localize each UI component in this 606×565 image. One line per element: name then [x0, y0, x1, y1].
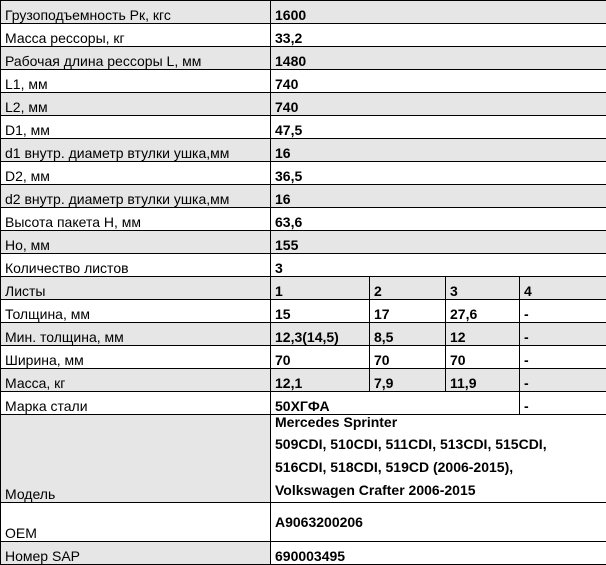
- cell: -: [520, 369, 606, 392]
- row-label: d2 внутр. диаметр втулки ушка,мм: [1, 185, 271, 208]
- table-row: [1, 162, 606, 185]
- table-row: [1, 369, 606, 392]
- model-line: 516CDI, 518CDI, 519CD (2006-2015),: [275, 456, 606, 479]
- leaf-col-4: 4: [520, 277, 606, 300]
- row-value: 36,5: [271, 162, 606, 185]
- cell: 15: [271, 300, 370, 323]
- row-label: Марка стали: [1, 392, 271, 415]
- row-label: Модель: [1, 415, 271, 503]
- cell: 12,1: [271, 369, 370, 392]
- table-row: [1, 323, 606, 346]
- row-label: OEM: [1, 503, 271, 542]
- sap-value: 690003495: [271, 542, 606, 565]
- row-label: Толщина, мм: [1, 300, 271, 323]
- leaf-col-2: 2: [370, 277, 446, 300]
- oem-row: [1, 503, 606, 542]
- row-value: 740: [271, 70, 606, 93]
- oem-value: A9063200206: [271, 503, 606, 542]
- steel-grade: 50ХГФА: [271, 392, 520, 415]
- row-label: Грузоподъемность Рк, кгс: [1, 1, 271, 24]
- row-label: D2, мм: [1, 162, 271, 185]
- sap-row: [1, 542, 606, 565]
- table-row: [1, 346, 606, 369]
- row-label: Рабочая длина рессоры L, мм: [1, 47, 271, 70]
- row-label: L1, мм: [1, 70, 271, 93]
- table-row: [1, 93, 606, 116]
- cell: 12: [446, 323, 520, 346]
- model-row: [1, 415, 606, 503]
- row-value: 33,2: [271, 24, 606, 47]
- table-row: [1, 254, 606, 277]
- table-row: [1, 208, 606, 231]
- cell: 7,9: [370, 369, 446, 392]
- model-line: Mercedes Sprinter: [275, 415, 606, 433]
- row-value: 16: [271, 185, 606, 208]
- leaves-label: Листы: [1, 277, 271, 300]
- row-value: 47,5: [271, 116, 606, 139]
- row-value: 1480: [271, 47, 606, 70]
- cell: 70: [446, 346, 520, 369]
- leaves-header-row: [1, 277, 606, 300]
- row-label: Масса, кг: [1, 369, 271, 392]
- row-label: d1 внутр. диаметр втулки ушка,мм: [1, 139, 271, 162]
- table-row: [1, 300, 606, 323]
- model-line: Volkswagen Crafter 2006-2015: [275, 479, 606, 502]
- table-row: [1, 139, 606, 162]
- cell: 12,3(14,5): [271, 323, 370, 346]
- row-label: D1, мм: [1, 116, 271, 139]
- row-value: 740: [271, 93, 606, 116]
- row-value: 3: [271, 254, 606, 277]
- row-label: Высота пакета H, мм: [1, 208, 271, 231]
- row-label: Ширина, мм: [1, 346, 271, 369]
- cell: -: [520, 392, 606, 415]
- leaf-col-1: 1: [271, 277, 370, 300]
- table-row: [1, 24, 606, 47]
- model-value: [271, 415, 606, 503]
- row-label: Масса рессоры, кг: [1, 24, 271, 47]
- row-value: 63,6: [271, 208, 606, 231]
- cell: 27,6: [446, 300, 520, 323]
- table-row: [1, 1, 606, 24]
- row-label: Количество листов: [1, 254, 271, 277]
- cell: -: [520, 346, 606, 369]
- steel-row: [1, 392, 606, 415]
- table-row: [1, 231, 606, 254]
- row-value: 155: [271, 231, 606, 254]
- row-label: L2, мм: [1, 93, 271, 116]
- cell: -: [520, 323, 606, 346]
- row-label: Номер SAP: [1, 542, 271, 565]
- row-value: 1600: [271, 1, 606, 24]
- row-label: Ho, мм: [1, 231, 271, 254]
- table-row: [1, 185, 606, 208]
- cell: 11,9: [446, 369, 520, 392]
- table-row: [1, 47, 606, 70]
- model-line: 509CDI, 510CDI, 511CDI, 513CDI, 515CDI,: [275, 433, 606, 456]
- row-label: Мин. толщина, мм: [1, 323, 271, 346]
- cell: 70: [370, 346, 446, 369]
- table-row: [1, 116, 606, 139]
- table-row: [1, 70, 606, 93]
- cell: 70: [271, 346, 370, 369]
- leaf-col-3: 3: [446, 277, 520, 300]
- cell: 8,5: [370, 323, 446, 346]
- cell: -: [520, 300, 606, 323]
- row-value: 16: [271, 139, 606, 162]
- cell: 17: [370, 300, 446, 323]
